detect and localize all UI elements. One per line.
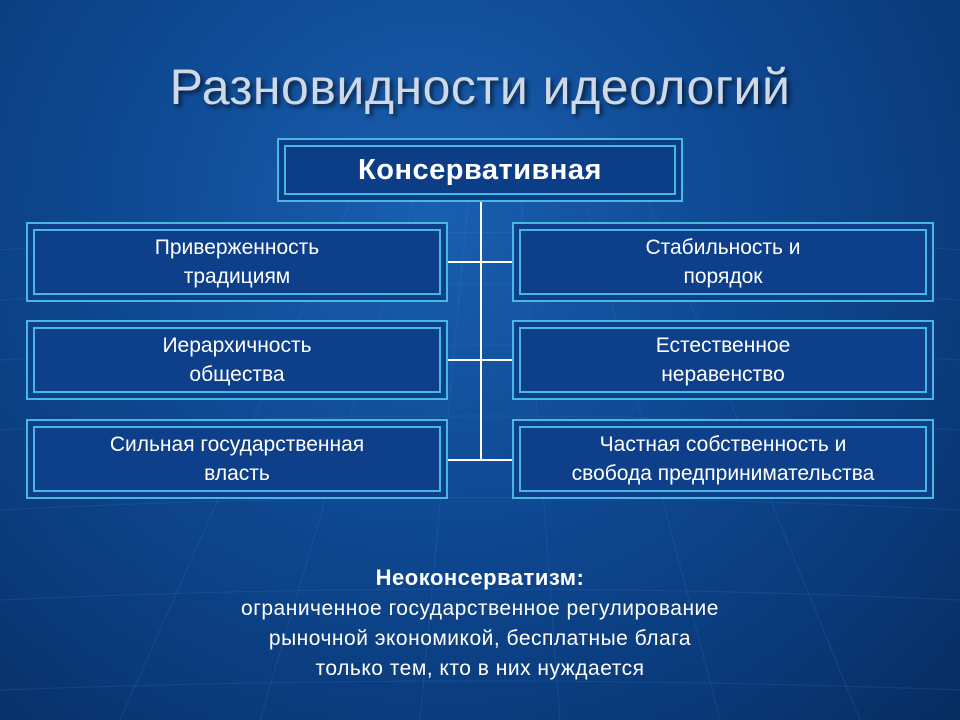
page-title: Разновидности идеологий	[169, 59, 791, 115]
node-strong-state	[26, 419, 448, 499]
node-label: Приверженность традициям	[33, 229, 441, 295]
node-private-property	[512, 419, 934, 499]
node-natural-inequality	[512, 320, 934, 400]
node-label: Частная собственность и свобода предпринимательства	[519, 426, 927, 492]
node-social-hierarchy	[26, 320, 448, 400]
node-traditions	[26, 222, 448, 302]
node-label: Сильная государственная власть	[33, 426, 441, 492]
node-label: Стабильность и порядок	[519, 229, 927, 295]
node-label: Естественное неравенство	[519, 327, 927, 393]
root-node	[277, 138, 683, 202]
node-stability-order	[512, 222, 934, 302]
footer-body: ограниченное государственное регулирование рыночной экономикой, бесплатные блага только тем, кто в них нуждается	[241, 597, 719, 680]
root-node-label: Консервативная	[284, 145, 676, 195]
node-label: Иерархичность общества	[33, 327, 441, 393]
footer-heading: Неоконсерватизм:	[375, 565, 585, 590]
footer-note	[0, 562, 960, 684]
